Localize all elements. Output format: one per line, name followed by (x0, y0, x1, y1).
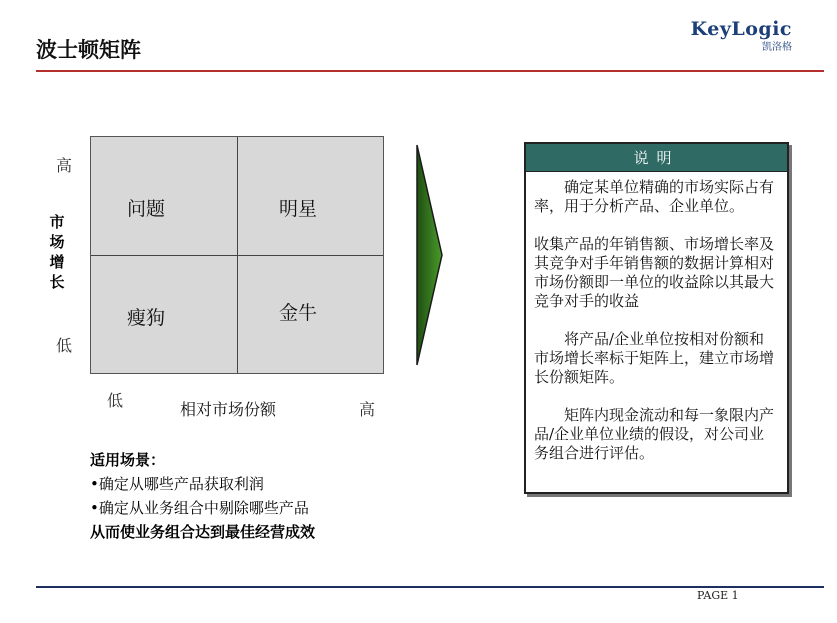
right-arrow-icon (416, 144, 444, 366)
use-cases-section (90, 448, 315, 544)
company-logo (691, 18, 792, 53)
panel-paragraph: 矩阵内现金流动和每一象限内产品/企业单位业绩的假设，对公司业务组合进行评估。 (534, 406, 775, 462)
logo-subtitle: 凯洛格 (762, 42, 792, 53)
page-title: 波士顿矩阵 (36, 38, 141, 62)
use-case-item: •确定从哪些产品获取利润 (90, 475, 264, 493)
y-axis-high-label: 高 (56, 156, 73, 175)
panel-body (526, 172, 787, 463)
use-cases-heading: 适用场景： (90, 451, 166, 469)
panel-paragraph: 确定某单位精确的市场实际占有率，用于分析产品、企业单位。 (534, 178, 775, 215)
explanation-panel (524, 142, 789, 494)
quadrant-star: 明星 (279, 198, 318, 220)
matrix-horizontal-divider (91, 255, 383, 256)
use-case-conclusion: 从而使业务组合达到最佳经营成效 (90, 523, 316, 541)
x-axis-high-label: 高 (359, 400, 376, 419)
x-axis-low-label: 低 (107, 391, 124, 410)
panel-heading: 说明 (526, 144, 787, 172)
panel-paragraph: 收集产品的年销售额、市场增长率及其竞争对手年销售额的数据计算相对市场份额即一单位的收益除以其最大竞争对手的收益 (534, 235, 775, 310)
logo-wordmark: KeyLogic (690, 18, 792, 40)
header-divider (36, 70, 824, 72)
y-axis-title: 市场增长 (49, 213, 65, 291)
panel-paragraph: 将产品/企业单位按相对份额和市场增长率标于矩阵上，建立市场增长份额矩阵。 (534, 330, 775, 386)
quadrant-cash-cow: 金牛 (279, 302, 318, 324)
quadrant-question-mark: 问题 (127, 198, 166, 220)
footer-divider (36, 586, 824, 588)
x-axis-title: 相对市场份额 (180, 400, 277, 419)
quadrant-dog: 瘦狗 (127, 307, 166, 329)
page-number: PAGE 1 (697, 589, 739, 602)
bcg-matrix (90, 136, 384, 374)
use-case-item: •确定从业务组合中剔除哪些产品 (90, 499, 309, 517)
y-axis-low-label: 低 (56, 336, 73, 355)
